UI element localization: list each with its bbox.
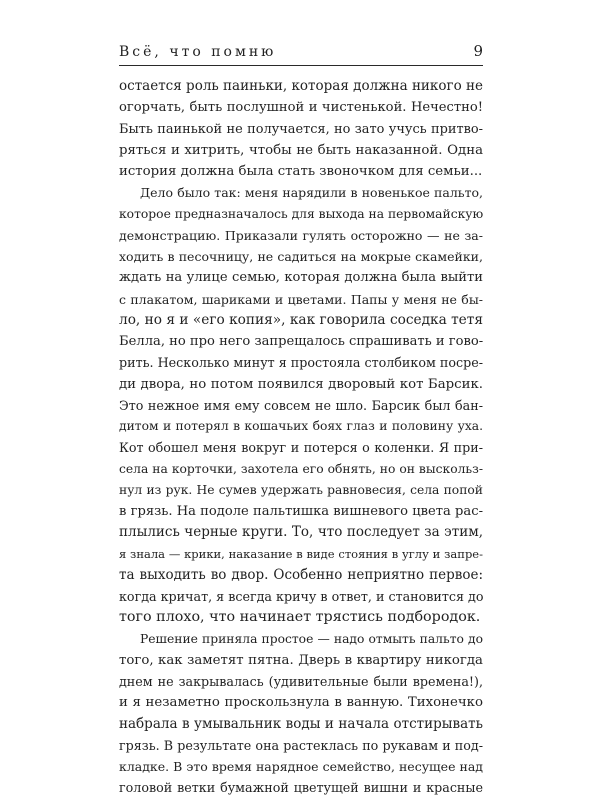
text-line: того, как заметят пятна. Дверь в квартиру никогда xyxy=(119,652,483,668)
text-line: ждать на улице семью, которая должна была выйти xyxy=(119,270,483,286)
text-line: грязь. В результате она растеклась по рукавам и под- xyxy=(119,737,483,753)
text-line: Белла, но про него запрещалось спрашивать и гово- xyxy=(119,334,483,349)
text-line: когда кричат, я всегда кричу в ответ, и становится до xyxy=(119,589,483,604)
text-line: которое предназначалось для выхода на первомайскую xyxy=(119,206,483,221)
text-line: ди двора, но потом появился дворовый кот Барсик. xyxy=(119,376,483,392)
text-line: я знала — крики, наказание в виде стояния в углу и запре- xyxy=(119,546,483,561)
text-line: ло, но я и «его копия», как говорила соседка тетя xyxy=(119,311,483,328)
body-text xyxy=(119,76,483,799)
text-line: Быть паинькой не получается, но зато учусь притво- xyxy=(119,121,483,137)
running-header xyxy=(119,39,483,65)
text-line: остается роль паиньки, которая должна никого не xyxy=(119,78,483,94)
text-line: набрала в умывальник воды и начала отстирывать xyxy=(119,715,483,732)
text-line: села на корточки, захотела его обнять, но он выскольз- xyxy=(119,461,483,476)
text-line: плылись черные круги. То, что последует за этим, xyxy=(119,524,483,541)
text-line: того плохо, что начинает трястись подбородок. xyxy=(119,609,481,626)
running-title: Всё, что помню xyxy=(119,44,277,60)
text-line: Это нежное имя ему совсем не шло. Барсик был бан- xyxy=(119,397,483,413)
text-line: рить. Несколько минут я простояла столбиком посре- xyxy=(119,355,483,371)
text-line: ряться и хитрить, чтобы не быть наказанной. Одна xyxy=(119,142,483,158)
text-line: демонстрацию. Приказали гулять осторожно — не за- xyxy=(119,227,483,243)
text-line: ходить в песочницу, не садиться на мокрые скамейки, xyxy=(119,249,483,264)
text-line: дитом и потерял в кошачьих боях глаз и половину уха. xyxy=(119,419,483,433)
text-line: Кот обошел меня вокруг и потерся о коленки. Я при- xyxy=(119,440,483,456)
text-line: нул из рук. Не сумев удержать равновесия, села попой xyxy=(119,482,483,497)
paragraph-first-line: Решение приняла простое — надо отмыть пальто до xyxy=(140,631,483,646)
text-line: днем не закрывалась (удивительные были времена!), xyxy=(119,674,483,689)
paragraph-first-line: Дело было так: меня нарядили в новенькое пальто, xyxy=(140,185,483,201)
text-line: история должна была стать звоночком для семьи... xyxy=(119,164,483,179)
text-line: в грязь. На подоле пальтишка вишневого цвета рас- xyxy=(119,504,483,519)
text-line: с плакатом, шариками и цветами. Папы у меня не бы- xyxy=(119,291,483,307)
text-line: головой ветки бумажной цветущей вишни и красные xyxy=(119,780,483,796)
text-line: та выходить во двор. Особенно неприятно первое: xyxy=(119,566,483,583)
text-line: огорчать, быть послушной и чистенькой. Нечестно! xyxy=(119,100,483,116)
text-line: кладке. В это время нарядное семейство, несущее над xyxy=(119,759,483,774)
text-line: и я незаметно проскользнула в ванную. Тихонечко xyxy=(119,695,483,711)
page-number: 9 xyxy=(473,42,483,60)
header-rule xyxy=(119,65,483,66)
